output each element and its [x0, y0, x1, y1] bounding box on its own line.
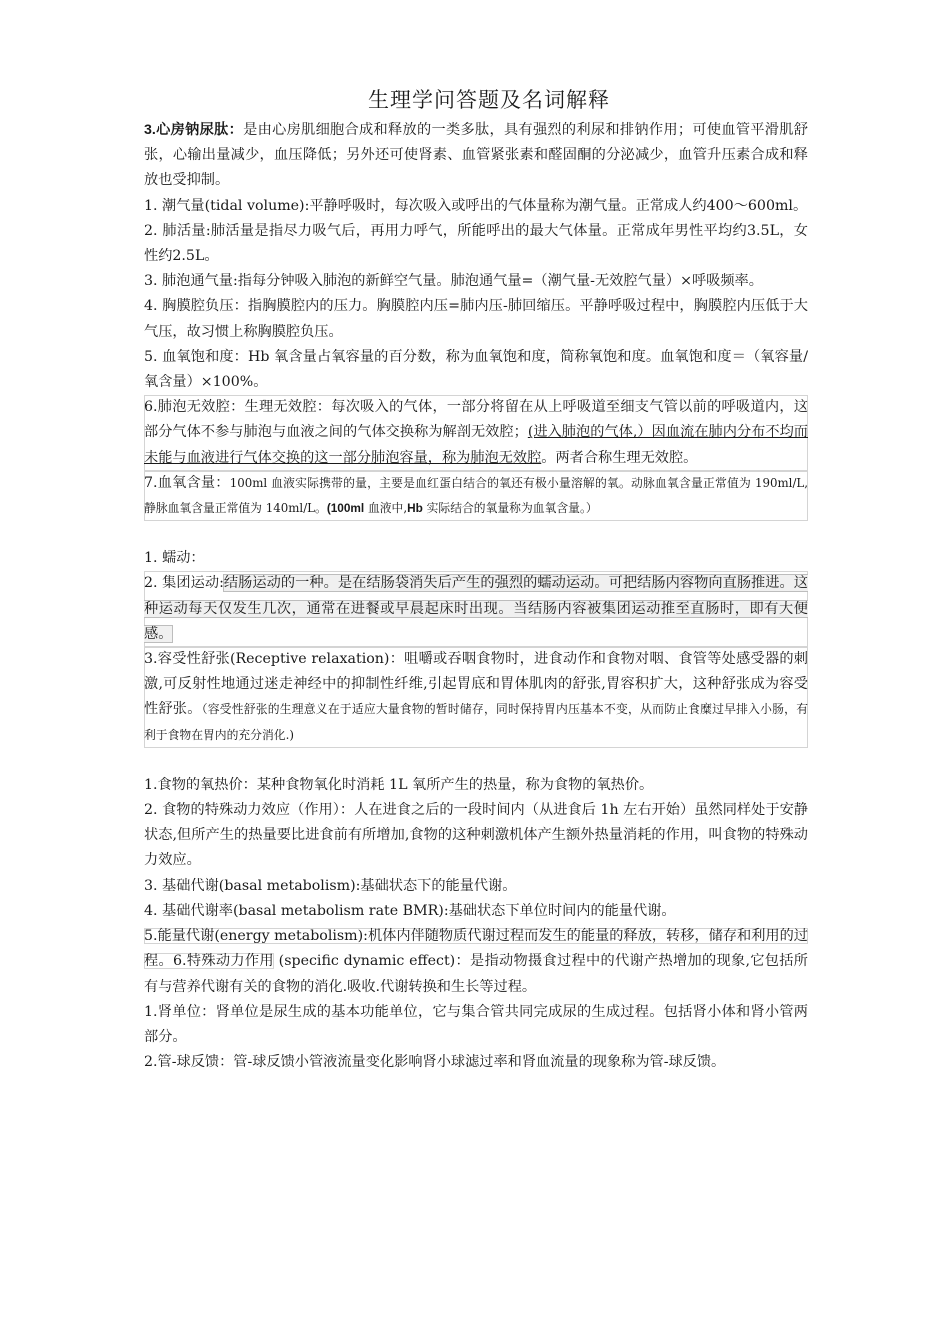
paragraph-receptive-relaxation: 3.容受性舒张(Receptive relaxation)：咀嚼或吞咽食物时，进食动作和食物对咽、食管等处感受器的刺激,可反射性地通过迷走神经中的抑制性纤维,引起胃底和胃体肌肉的舒张,胃容积扩大，这种舒张成为容受性舒张。（容受性舒张的生理意义在于适应大量食物的暂时储存，同时保持胃内压基本不变，从而防止食糜过早排入小肠，有利于食物在胃内的充分消化.) [144, 647, 808, 748]
paragraph-basal-metabolism: 3. 基础代谢(basal metabolism):基础状态下的能量代谢。 [144, 877, 517, 894]
paragraph-vital-capacity: 2. 肺活量:肺活量是指尽力吸气后，再用力呼气，所能呼出的最大气体量。正常成年男性平均约3.5L，女性约2.5L。 [144, 222, 808, 265]
paragraph-tidal-volume: 1. 潮气量(tidal volume):平静呼吸时，每次吸入或呼出的气体量称为潮气量。正常成人约400～600ml。 [144, 197, 808, 214]
paragraph-intrapleural-pressure: 4. 胸膜腔负压：指胸膜腔内的压力。胸膜腔内压=肺内压-肺回缩压。平静呼吸过程中，胸膜腔内压低于大气压，故习惯上称胸膜腔负压。 [144, 298, 808, 340]
paragraph-tubuloglomerular-feedback: 2.管-球反馈：管-球反馈小管液流量变化影响肾小球滤过率和肾血流量的现象称为管-球反馈。 [144, 1054, 726, 1071]
paragraph-alveolar-dead-space: 6.肺泡无效腔：生理无效腔：每次吸入的气体，一部分将留在从上呼吸道至细支气管以前的呼吸道内，这部分气体不参与肺泡与血液之间的气体交换称为解剖无效腔；(进入肺泡的气体,）因血流在肺内分布不均而未能与血液进行气体交换的这一部分肺泡容量，称为肺泡无效腔。两者合称生理无效腔。 [144, 395, 808, 471]
paragraph-peristalsis: 1. 蠕动： [144, 550, 205, 567]
paragraph-basal-metabolic-rate: 4. 基础代谢率(basal metabolism rate BMR):基础状态下单位时间内的能量代谢。 [144, 902, 676, 919]
paragraph-specific-dynamic-action: 2. 食物的特殊动力效应（作用）：人在进食之后的一段时间内（从进食后 1h 左右开始）虽然同样处于安静状态,但所产生的热量要比进食前有所增加,食物的这种刺激机体产生额外热量消耗的作用，叫食物的特殊动力效应。 [144, 802, 808, 869]
section-gap [144, 521, 808, 546]
document-body [144, 118, 808, 1075]
document-title: 生理学问答题及名词解释 [368, 88, 610, 112]
paragraph-alveolar-ventilation: 3. 肺泡通气量:指每分钟吸入肺泡的新鲜空气量。肺泡通气量=（潮气量-无效腔气量）×呼吸频率。 [144, 273, 763, 290]
section-gap [144, 748, 808, 773]
paragraph-nephron: 1.肾单位：肾单位是尿生成的基本功能单位，它与集合管共同完成尿的生成过程。包括肾小体和肾小管两部分。 [144, 1003, 808, 1045]
paragraph-energy-metabolism: 5.能量代谢(energy metabolism):机体内伴随物质代谢过程而发生的能量的释放，转移，储存和利用的过程。6.特殊动力作用 (specific dynamic effect)：是指动物摄食过程中的代谢产热增加的现象,它包括所有与营养代谢有关的食物的消化.吸收.代谢转换和生长等过程。 [144, 928, 808, 995]
paragraph-oxycalorific-value: 1.食物的氧热价：某种食物氧化时消耗 1L 氧所产生的热量，称为食物的氧热价。 [144, 776, 654, 793]
paragraph-atrial-natriuretic-peptide: 3.心房钠尿肽：是由心房肌细胞合成和释放的一类多肽，具有强烈的利尿和排钠作用；可使血管平滑肌舒张，心输出量减少，血压降低；另外还可使肾素、血管紧张素和醛固酮的分泌减少，血管升压素合成和释放也受抑制。 [144, 122, 808, 189]
paragraph-mass-movement: 2. 集团运动:结肠运动的一种。是在结肠袋消失后产生的强烈的蠕动运动。可把结肠内容物向直肠推进。这种运动每天仅发生几次，通常在进餐或早晨起床时出现。当结肠内容被集团运动推至直肠时，即有大便感。 [144, 571, 808, 647]
paragraph-oxygen-saturation: 5. 血氧饱和度：Hb 氧含量占氧容量的百分数，称为血氧饱和度，简称氧饱和度。血氧饱和度＝（氧容量/氧含量）×100%。 [144, 348, 808, 391]
paragraph-oxygen-content: 7.血氧含量：100ml 血液实际携带的量，主要是血红蛋白结合的氧还有极小量溶解的氧。动脉血氧含量正常值为 190ml/L,静脉血氧含量正常值为 140ml/L。(100ml 血液中,Hb 实际结合的氧量称为血氧含量。） [144, 471, 808, 521]
